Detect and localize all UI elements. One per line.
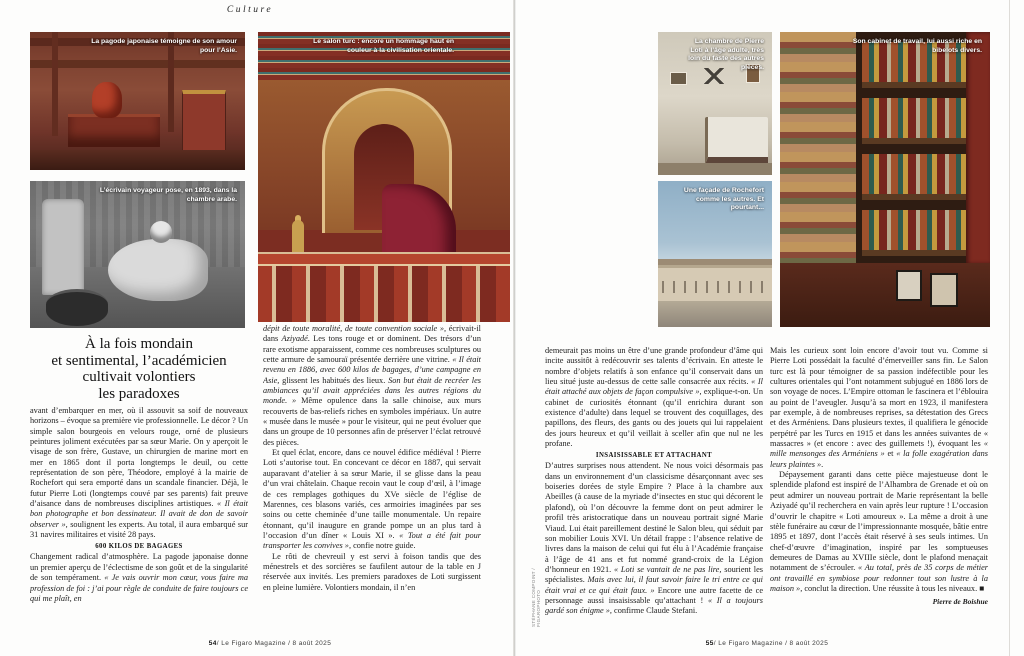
- salon-carpet-decor: [258, 264, 510, 322]
- pull-quote-headline: [30, 336, 248, 402]
- article-column-3: [545, 346, 763, 636]
- article-column-1: [30, 406, 248, 638]
- headline-line: et sentimental, l’académicien: [51, 352, 227, 369]
- body-paragraph: Mais les curieux sont loin encore d’avoir tout vu. Comme si Pierre Loti possédait la faculté d’émerveiller sans fin. Le Salon turc est là pour témoigner de sa passion indéfectible pour les cultures orientales qui l’ont notamment subjugué en 1886 lors de son voyage de noces. L’Empire ottoman le fascinera et l’éblouira au point de l’aveugler. Jusqu’à sa mort en 1923, il manifestera par exemple, à de nombreuses reprises, sa détestation des Grecs et des Arméniens. Dans plusieurs textes, il qualifiera le génocide perpétré par les Turcs en 1915 et dans les années suivantes de « massacres » (et encore : avec des guillemets !), évoquant les « mille mensonges des Arméniens » et « la folle exagération dans leurs plaintes ».: [770, 346, 988, 469]
- article-column-4: [770, 346, 988, 638]
- headline-line: les paradoxes: [98, 385, 180, 402]
- facade-street-decor: [658, 301, 772, 327]
- pagoda-post-decor: [52, 32, 58, 136]
- pagoda-photo: [30, 32, 245, 170]
- facade-windows-decor: [662, 281, 768, 293]
- bedroom-photo: [658, 32, 772, 175]
- right-page-footer: [545, 640, 989, 647]
- pagoda-table-decor: [68, 114, 160, 147]
- turkish-salon-caption: Le salon turc : encore un hommage haut en couleur à la civilisation orientale.: [313, 38, 454, 54]
- study-caption: Son cabinet de travail, lui aussi riche en bibelots divers.: [852, 38, 982, 54]
- study-photo: [780, 32, 990, 327]
- left-page-footer: [30, 640, 510, 647]
- body-paragraph: Et quel éclat, encore, dans ce nouvel édifice médiéval ! Pierre Loti s’autorise tout. En concevant ce décor en 1887, qui servait auparavant d’atelier à sa sœur Marie, il se glisse dans la peau d’un vrai châtelain. Chaque recoin vaut le coup d’œil, à l’image de ces remplages gothiques du XVe siècle de l’église de Marennes, ces blasons variés, ces armoiries imaginées par ses soins ou cette cheminée d’une taille monumentale. Un repaire étonnant, qu’il inaugure en grande pompe un an plus tard à l’occasion d’un dîner « Louis XI ». « Tout a été fait pour transporter les convives », confie notre guide.: [263, 448, 481, 551]
- article-column-2: [263, 324, 481, 640]
- body-paragraph: D’autres surprises nous attendent. Ne nous voici désormais pas dans un environnement d’un classicisme désarçonnant avec ses boiseries dorées de style Empire ? Place à la chambre aux Abeilles (à cause de la myriade d’insectes en stuc qui décorent le plafond), où l’on découvre la femme dont on peut admirer le profil très aristocratique dans un nouveau portrait signé Marie Viaud. Lui était pareillement destiné le Salon bleu, qui séduit par son mobilier Louis XVI. Un détail frappe : l’absence relative de livres dans la maison de celui qui fut élu à l’Académie française à l’âge de 41 ans et fut nommé grand-croix de la Légion d’honneur en 1921. « Loti se vantait de ne pas lire, sourient les spécialistes. Mais avec lui, il faut savoir faire le tri entre ce qui était vrai et ce qui était faux. » Encore une autre facette de ce personnage aussi insaisissable qu’attachant ! « Il a toujours gardé son énigme », confirme Claude Stefani.: [545, 461, 763, 616]
- turkish-salon-photo: [258, 32, 510, 322]
- author-byline: Pierre de Boishue: [932, 597, 988, 607]
- body-paragraph: Changement radical d’atmosphère. La pagode japonaise donne un premier aperçu de l’éclectisme de son goût et de la singularité de son tempérament. « Je vais ouvrir mon cœur, vous faire ma profession de foi : j’ai pour règle de conduite de faire toujours ce qui me plaît, en: [30, 552, 248, 603]
- bedroom-floor-decor: [658, 163, 772, 175]
- bedroom-bed-decor: [705, 117, 768, 165]
- writer-portrait-photo: [30, 181, 245, 328]
- body-paragraph: Dépaysement garanti dans cette pièce majestueuse dont le splendide plafond est inspiré de l’Alhambra de Grenade et où on peut admirer un nouveau portrait de Marie représentant la belle Aziyadé qu’il recherchera en vain après leur rupture ! L’occasion d’ouvrir le chapitre « Loti amoureux ». La même a droit à une stèle funéraire au cœur de l’impressionnante mosquée, bâtie entre 1895 et 1897, dont l’accès était réservé à ses seuls intimes. Un chef-d’œuvre d’imagination, inspiré par les somptueuses demeures de Damas au XVIIIe siècle, dont le plafond menaçait notamment de s’écrouler. « Au total, près de 35 corps de métier ont travaillé en symbiose pour redonner tout son lustre à la maison », conclut la direction. Une réussite à tous les niveaux. ■: [770, 470, 988, 593]
- body-paragraph: dépit de toute moralité, de toute convention sociale », écrivait-il dans Aziyadé. Les tons rouge et or dominent. Des trésors d’un rare exotisme apparaissent, comme ces nombreuses sculptures ou cette armure de samouraï présentée derrière une vitrine. « Il était revenu en 1886, avec 600 kilos de bagages, d’une campagne en Asie, glissent les habitués des lieux. Son but était de recréer les ambiances qu’il avait appréciées dans les autres régions du monde. » Même opulence dans la salle chinoise, aux murs recouverts de bas-reliefs riches en symboles impériaux. Un autre « musée dans le musée » pour le visiteur, qui ne peut évoluer que dans un groupe de 10 personnes afin de préserver l’éclat retrouvé des pièces.: [263, 324, 481, 447]
- headline-line: cultivait volontiers: [82, 369, 196, 385]
- study-desk-decor: [780, 263, 990, 327]
- writer-table-decor: [46, 289, 108, 326]
- writer-figure-decor: [108, 239, 208, 301]
- left-page-number: 54: [208, 640, 217, 647]
- study-framed-photo-decor: [930, 273, 958, 307]
- right-footer-text: / Le Figaro Magazine / 8 août 2025: [713, 640, 829, 647]
- body-paragraph: demeurait pas moins un être d’une grande profondeur d’âme qui incite aussitôt à redécouvrir ses talents d’écrivain. En atteste le nombre d’objets relatifs à son enfance qu’il conservait dans un lieu situé juste au-dessus de cette salle consacrée aux récits. « Il était attaché aux objets de façon compulsive », explique-t-on. Un cabinet de curiosités étonnant (qu’il enrichira durant son existence d’adulte) dans lequel se trouvent des coquillages, des papillons, des fleurs, des gants ou des jouets qui lui rappelaient des jours heureux et qu’il veillait à sceller afin que nul ne les profane.: [545, 346, 763, 449]
- study-bookshelf-row-decor: [862, 98, 966, 144]
- study-curtain-decor: [780, 32, 856, 264]
- left-footer-text: / Le Figaro Magazine / 8 août 2025: [216, 640, 332, 647]
- headline-line: À la fois mondain: [85, 336, 193, 352]
- study-bookshelf-row-decor: [862, 210, 966, 256]
- bedroom-frame-decor: [670, 72, 687, 85]
- section-kicker: Culture: [226, 5, 274, 15]
- pagoda-caption: La pagode japonaise témoigne de son amour pour l’Asie.: [91, 38, 237, 54]
- body-paragraph: avant d’embarquer en mer, où il assouvit sa soif de nouveaux horizons – évoque sa première vie professionnelle. Le décor ? Un simple salon bourgeois en velours rouge, orné de plusieurs peintures joliment exécutées par sa sœur Marie. On y aperçoit le visage de son frère, Gustave, un chirurgien de marine mort en mer en 1865 dont il porta longtemps le deuil, ou cette représentation de son père, Théodore, employé à la mairie de Rochefort qui sera emporté dans un scandale financier. Déjà, le futur Pierre Loti (longtemps couvé par ses parents) fait preuve d’aisance dans de nombreuses disciplines artistiques. « Il était bon photographe et bon dessinateur. Il avait de don de savoir observer », soulignent les experts. Au total, il aura embarqué sur 31 navires militaires et visité 28 pays.: [30, 406, 248, 540]
- center-fold-divider: [513, 0, 516, 656]
- pagoda-floor-decor: [30, 150, 245, 170]
- writer-head-decor: [150, 221, 172, 243]
- bedroom-caption: La chambre de Pierre Loti à l’âge adulte, très loin du faste des autres pièces.: [688, 38, 764, 72]
- facade-photo: [658, 181, 772, 327]
- right-page-number: 55: [705, 640, 714, 647]
- pagoda-altar-decor: [182, 90, 226, 153]
- subhead-insaisissable: INSAISISSABLE ET ATTACHANT: [595, 452, 713, 460]
- study-bookshelf-row-decor: [862, 154, 966, 200]
- body-paragraph: Le rôti de chevreuil y est servi à foison tandis que des ménestrels et des sorcières se faufilent autour de la table en J réservée aux invités. Les premiers paradoxes de Loti surgissent en pleine lumière. Volontiers mondain, il n’en: [263, 551, 481, 592]
- photo-credit: STÉPHANE COMPOINT / FIGAROPHOTO: [531, 568, 541, 627]
- right-page-edge: [1009, 0, 1010, 656]
- writer-stele-decor: [42, 199, 84, 295]
- study-framed-photo-decor: [896, 270, 922, 301]
- study-red-wall-decor: [966, 32, 990, 264]
- pagoda-statue-decor: [92, 82, 122, 118]
- writer-caption: L’écrivain voyageur pose, en 1893, dans la chambre arabe.: [99, 187, 237, 203]
- subhead-600-kilos: 600 KILOS DE BAGAGES: [95, 543, 183, 551]
- facade-caption: Une façade de Rochefort comme les autres. Et pourtant...: [683, 187, 764, 212]
